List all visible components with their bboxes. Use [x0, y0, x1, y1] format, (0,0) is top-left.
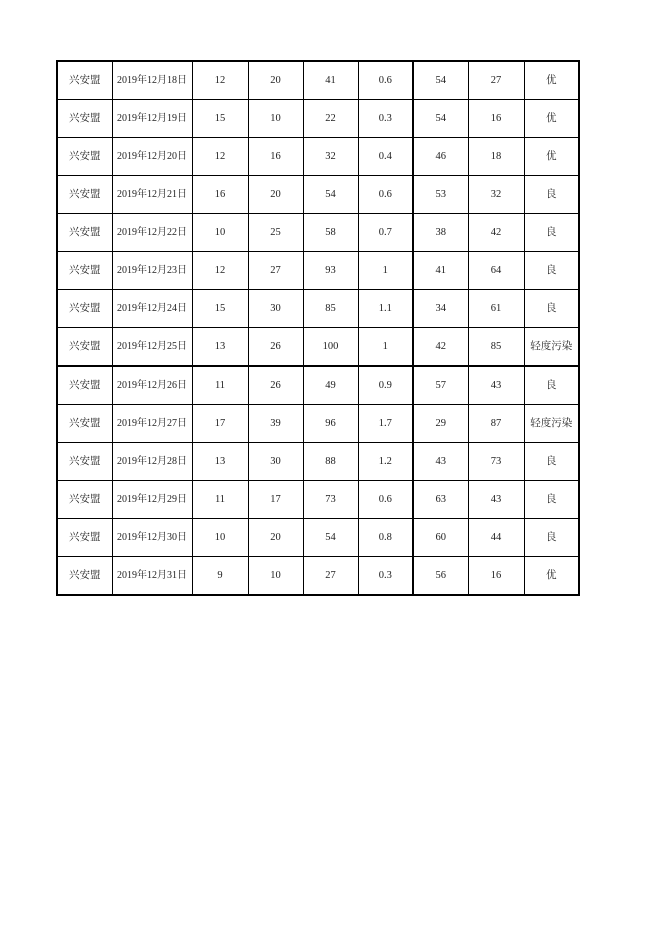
value-cell: 0.6 — [358, 176, 413, 214]
value-cell: 0.3 — [358, 100, 413, 138]
value-cell: 54 — [303, 176, 358, 214]
quality-level-cell: 优 — [524, 557, 579, 596]
value-cell: 60 — [413, 519, 468, 557]
quality-level-cell: 优 — [524, 100, 579, 138]
quality-level-cell: 良 — [524, 443, 579, 481]
value-cell: 16 — [192, 176, 248, 214]
value-cell: 32 — [468, 176, 524, 214]
value-cell: 30 — [248, 443, 303, 481]
quality-level-cell: 良 — [524, 366, 579, 405]
date-cell: 2019年12月22日 — [112, 214, 192, 252]
value-cell: 26 — [248, 328, 303, 367]
value-cell: 42 — [413, 328, 468, 367]
table-row — [57, 290, 579, 328]
quality-level-cell: 良 — [524, 176, 579, 214]
quality-level-cell: 轻度污染 — [524, 405, 579, 443]
quality-level-cell: 良 — [524, 252, 579, 290]
city-cell: 兴安盟 — [57, 100, 112, 138]
value-cell: 42 — [468, 214, 524, 252]
value-cell: 16 — [468, 100, 524, 138]
value-cell: 1.1 — [358, 290, 413, 328]
value-cell: 22 — [303, 100, 358, 138]
value-cell: 27 — [248, 252, 303, 290]
value-cell: 15 — [192, 290, 248, 328]
value-cell: 1 — [358, 252, 413, 290]
value-cell: 43 — [468, 366, 524, 405]
value-cell: 29 — [413, 405, 468, 443]
value-cell: 49 — [303, 366, 358, 405]
table-row — [57, 366, 579, 405]
quality-level-cell: 良 — [524, 481, 579, 519]
table-row — [57, 519, 579, 557]
value-cell: 41 — [413, 252, 468, 290]
value-cell: 16 — [248, 138, 303, 176]
value-cell: 0.4 — [358, 138, 413, 176]
value-cell: 11 — [192, 366, 248, 405]
value-cell: 58 — [303, 214, 358, 252]
value-cell: 0.3 — [358, 557, 413, 596]
value-cell: 10 — [248, 557, 303, 596]
value-cell: 0.9 — [358, 366, 413, 405]
value-cell: 85 — [468, 328, 524, 367]
city-cell: 兴安盟 — [57, 405, 112, 443]
table-row — [57, 557, 579, 596]
value-cell: 39 — [248, 405, 303, 443]
value-cell: 46 — [413, 138, 468, 176]
value-cell: 20 — [248, 61, 303, 100]
table-row — [57, 176, 579, 214]
value-cell: 20 — [248, 519, 303, 557]
value-cell: 10 — [192, 519, 248, 557]
quality-level-cell: 优 — [524, 61, 579, 100]
value-cell: 12 — [192, 138, 248, 176]
value-cell: 25 — [248, 214, 303, 252]
value-cell: 12 — [192, 61, 248, 100]
value-cell: 41 — [303, 61, 358, 100]
value-cell: 17 — [192, 405, 248, 443]
date-cell: 2019年12月23日 — [112, 252, 192, 290]
value-cell: 32 — [303, 138, 358, 176]
value-cell: 63 — [413, 481, 468, 519]
value-cell: 10 — [192, 214, 248, 252]
value-cell: 43 — [468, 481, 524, 519]
value-cell: 10 — [248, 100, 303, 138]
city-cell: 兴安盟 — [57, 557, 112, 596]
table-row — [57, 481, 579, 519]
value-cell: 54 — [413, 100, 468, 138]
date-cell: 2019年12月18日 — [112, 61, 192, 100]
table-row — [57, 138, 579, 176]
city-cell: 兴安盟 — [57, 252, 112, 290]
value-cell: 0.8 — [358, 519, 413, 557]
date-cell: 2019年12月27日 — [112, 405, 192, 443]
value-cell: 44 — [468, 519, 524, 557]
value-cell: 16 — [468, 557, 524, 596]
table-row — [57, 100, 579, 138]
value-cell: 61 — [468, 290, 524, 328]
value-cell: 0.6 — [358, 481, 413, 519]
value-cell: 13 — [192, 443, 248, 481]
date-cell: 2019年12月19日 — [112, 100, 192, 138]
value-cell: 15 — [192, 100, 248, 138]
value-cell: 57 — [413, 366, 468, 405]
value-cell: 9 — [192, 557, 248, 596]
city-cell: 兴安盟 — [57, 519, 112, 557]
value-cell: 30 — [248, 290, 303, 328]
table-row — [57, 61, 579, 100]
value-cell: 20 — [248, 176, 303, 214]
date-cell: 2019年12月24日 — [112, 290, 192, 328]
value-cell: 56 — [413, 557, 468, 596]
value-cell: 18 — [468, 138, 524, 176]
value-cell: 93 — [303, 252, 358, 290]
city-cell: 兴安盟 — [57, 176, 112, 214]
date-cell: 2019年12月20日 — [112, 138, 192, 176]
quality-level-cell: 优 — [524, 138, 579, 176]
quality-level-cell: 轻度污染 — [524, 328, 579, 367]
date-cell: 2019年12月28日 — [112, 443, 192, 481]
value-cell: 88 — [303, 443, 358, 481]
value-cell: 64 — [468, 252, 524, 290]
value-cell: 11 — [192, 481, 248, 519]
value-cell: 26 — [248, 366, 303, 405]
table-row — [57, 405, 579, 443]
quality-level-cell: 良 — [524, 214, 579, 252]
city-cell: 兴安盟 — [57, 366, 112, 405]
city-cell: 兴安盟 — [57, 138, 112, 176]
value-cell: 34 — [413, 290, 468, 328]
value-cell: 54 — [303, 519, 358, 557]
value-cell: 73 — [468, 443, 524, 481]
table-row — [57, 252, 579, 290]
date-cell: 2019年12月25日 — [112, 328, 192, 367]
value-cell: 0.7 — [358, 214, 413, 252]
value-cell: 1 — [358, 328, 413, 367]
value-cell: 1.7 — [358, 405, 413, 443]
value-cell: 27 — [303, 557, 358, 596]
city-cell: 兴安盟 — [57, 443, 112, 481]
value-cell: 1.2 — [358, 443, 413, 481]
city-cell: 兴安盟 — [57, 214, 112, 252]
city-cell: 兴安盟 — [57, 328, 112, 367]
value-cell: 13 — [192, 328, 248, 367]
table-row — [57, 328, 579, 367]
value-cell: 54 — [413, 61, 468, 100]
city-cell: 兴安盟 — [57, 290, 112, 328]
air-quality-table — [56, 60, 580, 596]
date-cell: 2019年12月26日 — [112, 366, 192, 405]
city-cell: 兴安盟 — [57, 61, 112, 100]
quality-level-cell: 良 — [524, 519, 579, 557]
value-cell: 85 — [303, 290, 358, 328]
value-cell: 27 — [468, 61, 524, 100]
value-cell: 87 — [468, 405, 524, 443]
date-cell: 2019年12月21日 — [112, 176, 192, 214]
value-cell: 0.6 — [358, 61, 413, 100]
value-cell: 73 — [303, 481, 358, 519]
value-cell: 43 — [413, 443, 468, 481]
date-cell: 2019年12月30日 — [112, 519, 192, 557]
value-cell: 17 — [248, 481, 303, 519]
quality-level-cell: 良 — [524, 290, 579, 328]
value-cell: 96 — [303, 405, 358, 443]
value-cell: 100 — [303, 328, 358, 367]
value-cell: 53 — [413, 176, 468, 214]
value-cell: 12 — [192, 252, 248, 290]
value-cell: 38 — [413, 214, 468, 252]
date-cell: 2019年12月29日 — [112, 481, 192, 519]
table-row — [57, 214, 579, 252]
date-cell: 2019年12月31日 — [112, 557, 192, 596]
table-row — [57, 443, 579, 481]
city-cell: 兴安盟 — [57, 481, 112, 519]
